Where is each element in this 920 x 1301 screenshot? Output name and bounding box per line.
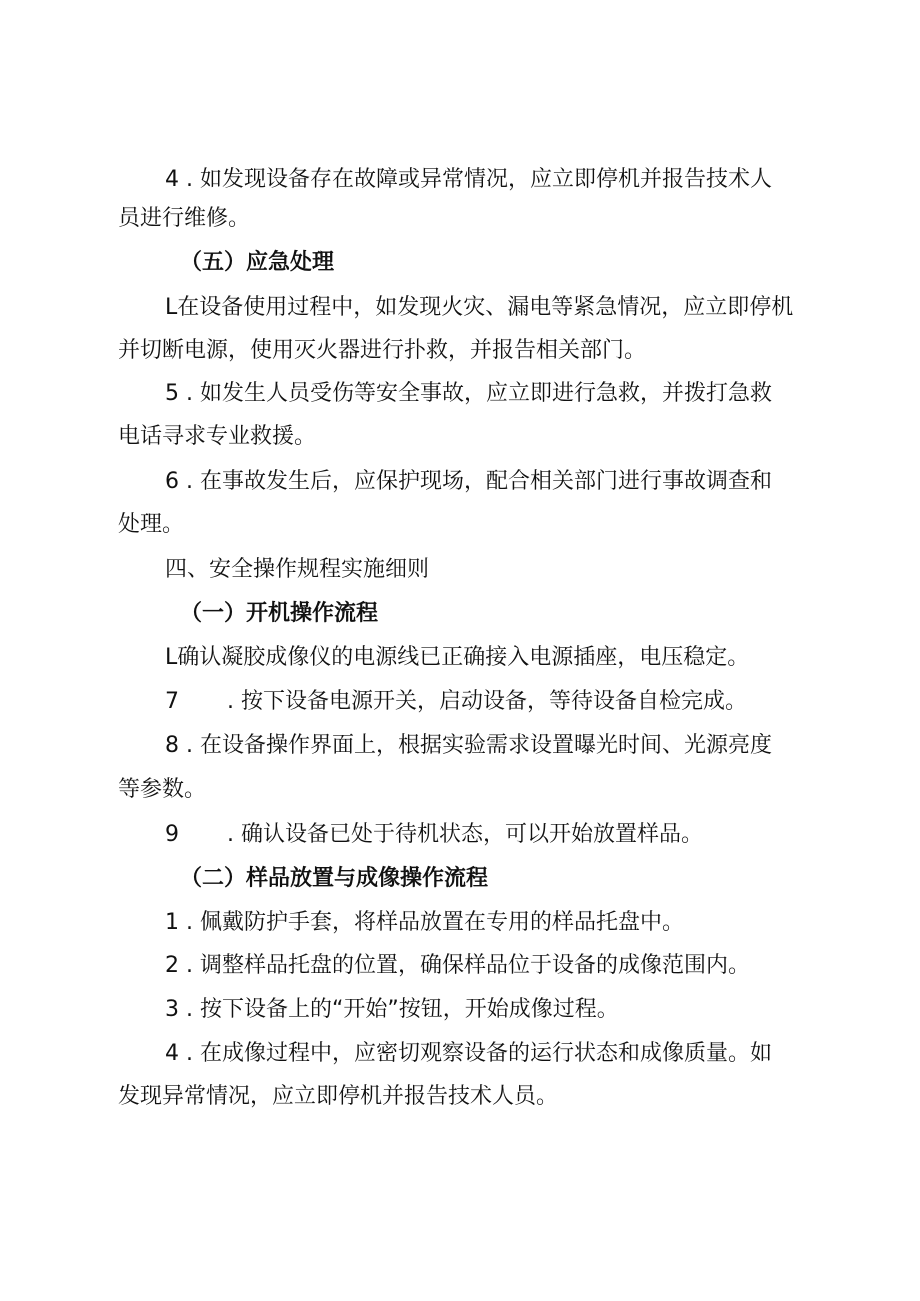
paragraph-line: 2 . 调整样品托盘的位置，确保样品位于设备的成像范围内。 (165, 953, 750, 978)
paragraph-line: 1 . 佩戴防护手套，将样品放置在专用的样品托盘中。 (165, 910, 684, 935)
list-number: 9 (165, 822, 179, 847)
paragraph-line (165, 682, 747, 722)
paragraph-line: L确认凝胶成像仪的电源线已正确接入电源插座，电压稳定。 (165, 645, 750, 670)
paragraph-line: 4 . 如发现设备存在故障或异常情况，应立即停机并报告技术人 (165, 167, 772, 192)
list-text: . 按下设备电源开关，启动设备，等待设备自检完成。 (227, 689, 747, 714)
paragraph-line: 并切断电源，使用灭火器进行扑救，并报告相关部门。 (118, 338, 647, 363)
section-heading: （五）应急处理 (180, 250, 335, 275)
paragraph-line: 3 . 按下设备上的“开始”按钮，开始成像过程。 (165, 997, 619, 1022)
section-heading: （一）开机操作流程 (180, 601, 379, 626)
paragraph-line: 6 . 在事故发生后，应保护现场，配合相关部门进行事故调查和 (165, 469, 772, 494)
section-heading: （二）样品放置与成像操作流程 (180, 866, 489, 891)
paragraph-line: 4 . 在成像过程中，应密切观察设备的运行状态和成像质量。如 (165, 1041, 772, 1066)
list-text: . 确认设备已处于待机状态，可以开始放置样品。 (227, 822, 703, 847)
paragraph-line: 员进行维修。 (118, 206, 251, 231)
paragraph-line: 等参数。 (118, 777, 207, 802)
chapter-heading: 四、安全操作规程实施细则 (165, 557, 430, 582)
paragraph-line: 电话寻求专业救援。 (118, 424, 317, 449)
paragraph-line: 8 . 在设备操作界面上，根据实验需求设置曝光时间、光源亮度 (165, 733, 772, 758)
paragraph-line: 5 . 如发生人员受伤等安全事故，应立即进行急救，并拨打急救 (165, 381, 772, 406)
paragraph-line (165, 815, 703, 855)
paragraph-line: 处理。 (118, 512, 185, 537)
paragraph-line: L在设备使用过程中，如发现火灾、漏电等紧急情况，应立即停机 (165, 295, 794, 320)
list-number: 7 (165, 689, 179, 714)
paragraph-line: 发现异常情况，应立即停机并报告技术人员。 (118, 1084, 559, 1109)
